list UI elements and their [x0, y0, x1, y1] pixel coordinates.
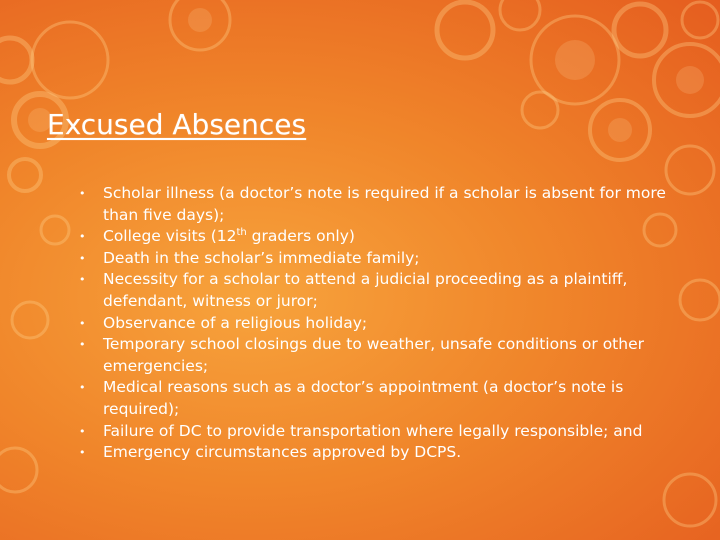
list-item	[77, 183, 677, 226]
list-item	[77, 269, 677, 312]
list-item	[77, 421, 677, 443]
list-item-text: Temporary school closings due to weather, unsafe conditions or other emergencies;	[103, 335, 644, 375]
list-item	[77, 313, 677, 335]
list-item	[77, 248, 677, 270]
list-item-text: Medical reasons such as a doctor’s appointment (a doctor’s note is required);	[103, 378, 624, 418]
bullet-icon: •	[79, 424, 86, 438]
list-item	[77, 377, 677, 420]
list-item-text: Observance of a religious holiday;	[103, 313, 368, 332]
list-item-text: Emergency circumstances approved by DCPS.	[103, 443, 462, 462]
superscript: th	[236, 227, 247, 239]
bullet-icon: •	[79, 230, 86, 244]
list-item-text: Scholar illness (a doctor’s note is required if a scholar is absent for more than five days);	[103, 184, 666, 224]
bullet-icon: •	[79, 273, 86, 287]
slide-title: Excused Absences	[47, 108, 307, 141]
bullet-icon: •	[79, 316, 86, 330]
list-item-text: Death in the scholar’s immediate family;	[103, 248, 420, 267]
bullet-icon: •	[79, 446, 86, 460]
bullet-icon: •	[79, 338, 86, 352]
list-item	[77, 442, 677, 464]
list-item-text: graders only)	[246, 227, 355, 246]
bullet-icon: •	[79, 381, 86, 395]
excused-absences-list	[77, 183, 677, 464]
bullet-icon: •	[79, 251, 86, 265]
list-item-text: College visits (12	[103, 227, 237, 246]
list-item	[77, 334, 677, 377]
list-item-text: Failure of DC to provide transportation where legally responsible; and	[103, 421, 643, 440]
list-item	[77, 226, 677, 248]
bullet-icon: •	[79, 187, 86, 200]
list-item-text: Necessity for a scholar to attend a judicial proceeding as a plaintiff, defendant, witness or juror;	[103, 270, 628, 310]
